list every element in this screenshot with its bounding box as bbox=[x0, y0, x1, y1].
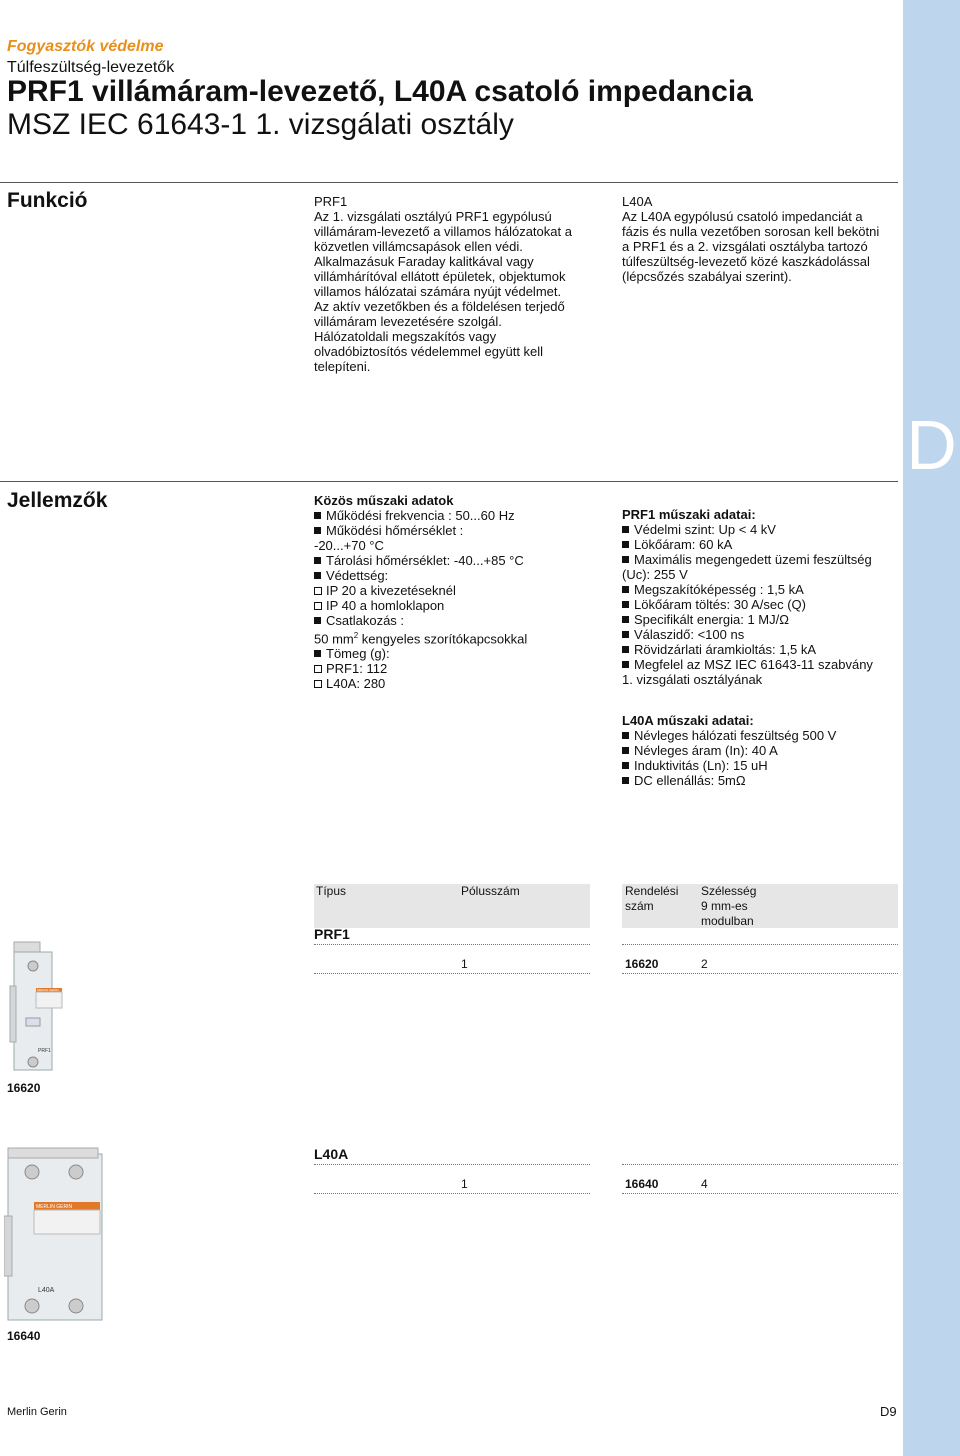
spec-subitem: L40A: 280 bbox=[314, 676, 604, 691]
row-type-l40a: L40A bbox=[314, 1146, 349, 1162]
row-order-prf1: 16620 bbox=[625, 957, 659, 971]
text-line: Hálózatoldali megszakítós vagy bbox=[314, 329, 497, 344]
divider bbox=[0, 182, 898, 183]
text-line: közvetlen villámcsapások ellen védi. bbox=[314, 239, 523, 254]
spec-item: Névleges áram (In): 40 A bbox=[622, 743, 900, 758]
page-number: D9 bbox=[880, 1404, 897, 1419]
device-name-text: L40A bbox=[38, 1287, 55, 1294]
spec-item: Induktivitás (Ln): 15 uH bbox=[622, 758, 900, 773]
spec-item: Specifikált energia: 1 MJ/Ω bbox=[622, 612, 900, 627]
text-line: villámáram-levezető a villamos hálózatokat a bbox=[314, 224, 572, 239]
text-line: telepíteni. bbox=[314, 359, 371, 374]
spec-item-cont: 1. vizsgálati osztályának bbox=[622, 672, 763, 687]
l40a-specs bbox=[622, 713, 900, 788]
device-name-text: PRF1 bbox=[38, 1048, 51, 1054]
row-order-l40a: 16640 bbox=[625, 1177, 659, 1191]
l40a-function-title: L40A bbox=[622, 194, 653, 209]
spec-text: 50 mm bbox=[314, 631, 354, 647]
screw-icon bbox=[69, 1299, 83, 1313]
text-line: villamos hálózatai számára nyújt védelmet. bbox=[314, 284, 562, 299]
col-header-szelesseg-3: modulban bbox=[701, 914, 754, 928]
row-separator bbox=[622, 1164, 898, 1165]
text-line: Az L40A egypólusú csatoló impedanciát a bbox=[622, 209, 863, 224]
col-header-rendelesi-2: szám bbox=[625, 899, 654, 913]
spec-subitem: IP 20 a kivezetéseknél bbox=[314, 583, 604, 598]
col-header-polusszam: Pólusszám bbox=[461, 884, 520, 898]
text-line: villámáram levezetésére szolgál. bbox=[314, 314, 502, 329]
spec-item: Válaszidő: <100 ns bbox=[622, 627, 900, 642]
spec-subitem: PRF1: 112 bbox=[314, 661, 604, 676]
row-separator bbox=[314, 973, 590, 974]
standard-subtitle: MSZ IEC 61643-1 1. vizsgálati osztály bbox=[7, 108, 514, 141]
row-poles-prf1: 1 bbox=[461, 957, 468, 971]
row-separator bbox=[314, 944, 590, 945]
text-line: túlfeszültség-levezető közé kaszkádolással bbox=[622, 254, 870, 269]
spec-item: Csatlakozás : bbox=[314, 613, 604, 628]
side-tab-letter: D bbox=[906, 406, 957, 484]
spec-item: DC ellenállás: 5mΩ bbox=[622, 773, 900, 788]
spec-item: Működési frekvencia : 50...60 Hz bbox=[314, 508, 604, 523]
device-brand-text: MERLIN GERIN bbox=[36, 1204, 73, 1210]
row-width-prf1: 2 bbox=[701, 957, 708, 971]
divider bbox=[0, 481, 898, 482]
common-specs bbox=[314, 493, 604, 691]
device-terminal-top bbox=[8, 1148, 98, 1158]
device-side bbox=[4, 1216, 12, 1276]
text-line: olvadóbiztosítós védelemmel együtt kell bbox=[314, 344, 544, 359]
row-separator bbox=[622, 944, 898, 945]
prf1-device-image bbox=[8, 940, 64, 1080]
l40a-function-text bbox=[622, 194, 900, 284]
col-header-szelesseg-2: 9 mm-es bbox=[701, 899, 748, 913]
col-header-tipus: Típus bbox=[316, 884, 347, 898]
device-side bbox=[10, 986, 16, 1042]
l40a-device-image bbox=[4, 1146, 108, 1326]
row-separator bbox=[314, 1193, 590, 1194]
subcategory: Túlfeszültség-levezetők bbox=[7, 59, 175, 76]
text-line: Az 1. vizsgálati osztályú PRF1 egypólusú bbox=[314, 209, 552, 224]
text-line: (lépcsőzés szabályai szerint). bbox=[622, 269, 792, 284]
col-header-rendelesi: Rendelési bbox=[625, 884, 679, 898]
product-code-prf1: 16620 bbox=[7, 1081, 41, 1095]
text-line: Alkalmazásuk Faraday kalitkával vagy bbox=[314, 254, 534, 269]
device-body bbox=[8, 1154, 102, 1320]
spec-item: Lökőáram töltés: 30 A/sec (Q) bbox=[622, 597, 900, 612]
prf1-specs-title: PRF1 műszaki adatai: bbox=[622, 507, 756, 522]
spec-item: Maximális megengedett üzemi feszültség bbox=[622, 552, 900, 567]
row-separator bbox=[622, 973, 898, 974]
row-type-prf1: PRF1 bbox=[314, 926, 350, 942]
product-code-l40a: 16640 bbox=[7, 1329, 41, 1343]
col-header-szelesseg: Szélesség bbox=[701, 884, 757, 898]
device-label bbox=[34, 1210, 100, 1234]
common-specs-title: Közös műszaki adatok bbox=[314, 493, 454, 508]
row-separator bbox=[314, 1164, 590, 1165]
l40a-specs-title: L40A műszaki adatai: bbox=[622, 713, 754, 728]
section-heading-jellemzok: Jellemzők bbox=[7, 489, 108, 512]
text-line: a PRF1 és a 2. vizsgálati osztályba tartozó bbox=[622, 239, 868, 254]
spec-item: Működési hőmérséklet : bbox=[314, 523, 604, 538]
spec-item: Tömeg (g): bbox=[314, 646, 604, 661]
spec-item: Névleges hálózati feszültség 500 V bbox=[622, 728, 900, 743]
spec-item-cont: (Uc): 255 V bbox=[622, 567, 688, 582]
section-heading-funkcio: Funkció bbox=[7, 189, 88, 212]
prf1-function-text bbox=[314, 194, 604, 374]
row-separator bbox=[622, 1193, 898, 1194]
screw-icon bbox=[25, 1165, 39, 1179]
spec-item-cont: -20...+70 °C bbox=[314, 538, 384, 553]
side-tab bbox=[903, 0, 960, 1456]
category-kicker: Fogyasztók védelme bbox=[7, 38, 164, 55]
text-line: villámhárítóval ellátott épületek, objektumok bbox=[314, 269, 566, 284]
spec-item: Védettség: bbox=[314, 568, 604, 583]
spec-item: Megfelel az MSZ IEC 61643-11 szabvány bbox=[622, 657, 900, 672]
spec-item: Rövidzárlati áramkioltás: 1,5 kA bbox=[622, 642, 900, 657]
device-label bbox=[36, 992, 62, 1008]
row-width-l40a: 4 bbox=[701, 1177, 708, 1191]
spec-item-cont bbox=[314, 628, 604, 646]
screw-icon bbox=[25, 1299, 39, 1313]
prf1-specs bbox=[622, 507, 900, 687]
spec-item: Lökőáram: 60 kA bbox=[622, 537, 900, 552]
table-header-right bbox=[622, 884, 898, 928]
spec-subitem: IP 40 a homloklapon bbox=[314, 598, 604, 613]
row-poles-l40a: 1 bbox=[461, 1177, 468, 1191]
spec-item: Tárolási hőmérséklet: -40...+85 °C bbox=[314, 553, 604, 568]
page-title: PRF1 villámáram-levezető, L40A csatoló impedancia bbox=[7, 75, 753, 108]
spec-item: Védelmi szint: Up < 4 kV bbox=[622, 522, 900, 537]
table-header-left bbox=[314, 884, 590, 928]
footer-brand: Merlin Gerin bbox=[7, 1406, 67, 1418]
screw-icon bbox=[28, 961, 38, 971]
spec-item: Megszakítóképesség : 1,5 kA bbox=[622, 582, 900, 597]
superscript: 2 bbox=[353, 631, 359, 640]
text-line: fázis és nulla vezetőben sorosan kell bekötni bbox=[622, 224, 880, 239]
text-line: Az aktív vezetőkben és a földelésen terjedő bbox=[314, 299, 565, 314]
indicator-window bbox=[26, 1018, 40, 1026]
screw-icon bbox=[28, 1057, 38, 1067]
screw-icon bbox=[69, 1165, 83, 1179]
spec-text: kengyeles szorítókapcsokkal bbox=[358, 631, 528, 647]
prf1-function-title: PRF1 bbox=[314, 194, 348, 209]
device-brand-text: MERLIN GERIN bbox=[37, 988, 59, 992]
